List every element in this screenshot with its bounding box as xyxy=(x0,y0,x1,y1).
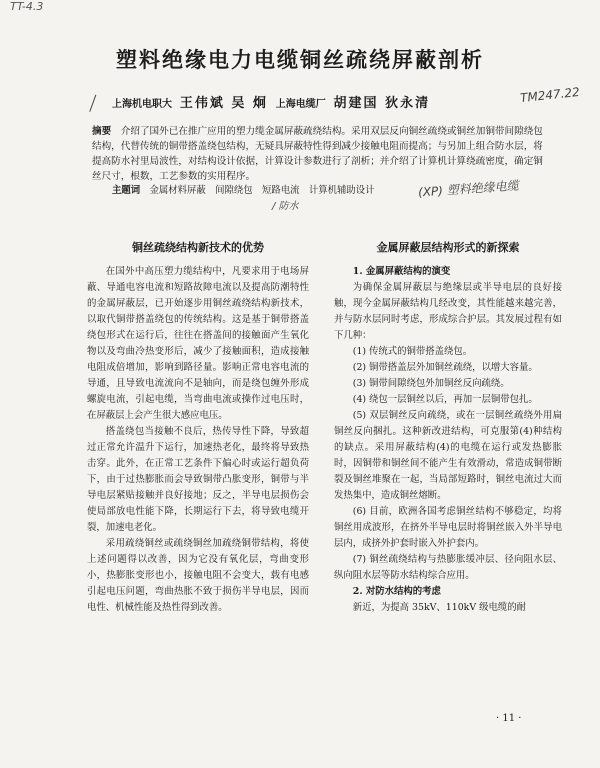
right-column xyxy=(334,240,562,616)
classification-number: TM247.22 xyxy=(519,84,581,106)
abstract-label: 摘要 xyxy=(92,126,112,137)
keywords-label: 主题词 xyxy=(112,185,141,196)
list-item: (7) 铜丝疏绕结构与热膨胀缓冲层、径向阻水层、纵向阻水层等防水结构综合应用。 xyxy=(334,554,562,581)
left-section-heading: 铜丝疏绕结构新技术的优势 xyxy=(132,241,264,254)
author-institution-1: 上海机电职大 xyxy=(112,99,172,110)
abstract-text: 介绍了国外已在推广应用的塑力缆金属屏蔽疏绕结构。采用双层反向铜丝疏绕或铜丝加铜带间隙绕包结构，代替传统的铜带搭盖绕包结构，无疑具屏蔽特性得到减少接触电阻而提高；与另加上组合防水层，将提高防水衬里局波性，对结构设计依据，计算设计参数进行了剖析；并介绍了计算机计算绕疏密度，确定铜丝尺寸，根数，工艺参数的实用程序。 xyxy=(92,126,543,182)
subsection-heading-1: 1. 金属屏蔽结构的演变 xyxy=(352,266,451,277)
left-paragraph: 在国外中高压塑力缆结构中，凡要求用于电场屏蔽、导通电容电流和短路故障电流以及提高防潮特性的金属屏蔽层，已开始逐步用铜丝疏绕结构新技术，以取代铜带搭盖绕包的传统结构。这是基于铜带搭盖绕包形式在运行后，往往在搭盖间的接触面产生氧化物以及弯曲冷热变形后，减少了接触面积，造成接触电阻成倍增加，影响到路径量。影响正常电容电流的导通，且导致电流流向不是轴向，而是绕包缠外形成螺旋电流，引起电缆，当弯曲电流或操作过电压时，在屏蔽层上会产生很大感应电压。 xyxy=(87,266,309,421)
subsection-heading-2: 2. 对防水结构的考虑 xyxy=(352,586,441,597)
right-paragraph: 为确保金属屏蔽层与绝缘层或半导电层的良好接触，现今金属屏蔽结构几经改变，其性能越来越完善，并与防水层同时考虑，形成综合护层。其发展过程有如下几种： xyxy=(334,282,562,341)
list-item: (5) 双层铜丝反向疏绕，或在一层铜丝疏绕外用扁铜丝反向捆扎。这种新改进结构，可克服第(4)种结构的缺点。采用屏蔽结构(4)的电缆在运行或发热膨胀时，因铜带和铜丝间不能产生有效滑动，常造成铜带断裂及铜丝堆聚在一起，当局部短路时，铜丝电流过大而发热集中，造成铜丝熔断。 xyxy=(334,410,562,501)
corner-mark: TT-4.3 xyxy=(10,0,44,13)
page-number: · 11 · xyxy=(496,713,522,724)
list-item: (3) 铜带间隙绕包外加铜丝反向疏绕。 xyxy=(352,378,510,389)
keywords-text: 金属材料屏蔽 间隙绕包 短路电流 计算机辅助设计 xyxy=(149,185,375,196)
right-section-heading: 金属屏蔽层结构形式的新探索 xyxy=(376,241,520,254)
list-item: (2) 铜带搭盖层外加铜丝疏绕，以增大容量。 xyxy=(352,362,538,373)
list-item: (6) 目前，欧洲各国考虑铜丝结构不够稳定，均将铜丝用成波形，在挤外半导电层时将铜丝嵌入外半导电层内，成挤外护套时嵌入外护套内。 xyxy=(334,506,562,549)
list-item: (1) 传统式的铜带搭盖绕包。 xyxy=(352,346,473,357)
author-line xyxy=(112,92,434,111)
keyword-handwritten-note: (XP) 塑料绝缘电缆 xyxy=(417,178,520,200)
right-paragraph: 新近，为提高 35kV、110kV 级电缆的耐 xyxy=(352,602,526,613)
list-item: (4) 绕包一层铜丝以后，再加一层铜带包扎。 xyxy=(352,394,538,405)
keyword-handwritten-note-2: / 防水 xyxy=(272,201,299,212)
abstract xyxy=(92,124,550,184)
left-column xyxy=(87,240,309,616)
pen-tick-mark xyxy=(89,95,105,116)
author-institution-2: 上海电缆厂 xyxy=(275,99,326,110)
left-paragraph: 搭盖绕包当接触不良后，热传导性下降，导致超过正常允许温升下运行，加速热老化，最终将导致热击穿。此外，在正常工艺条件下偏心时或运行超负荷下，由于过热膨胀而会导致铜带凸胀变形，铜带与半导电层紧贴接触并良好接地；反之，半导电层损伤会使局部放电性能下降，长期运行下去，将导致电缆开裂，加速电老化。 xyxy=(87,426,309,533)
author-names-1: 王伟斌 吴 炯 xyxy=(179,96,268,111)
author-names-2: 胡建国 狄永清 xyxy=(333,96,431,111)
left-paragraph: 采用疏绕铜丝或疏绕铜丝加疏绕铜带结构，将使上述问题得以改善，因为它没有氧化层，弯曲变形小，热膨胀变形也小，接触电阻不会变大，载有电感引起电压问题，弯曲热胀不致于损伤半导电层，因而电性、机械性能及热性得到改善。 xyxy=(87,538,309,613)
page-title: 塑料绝缘电力电缆铜丝疏绕屏蔽剖析 xyxy=(116,47,484,72)
